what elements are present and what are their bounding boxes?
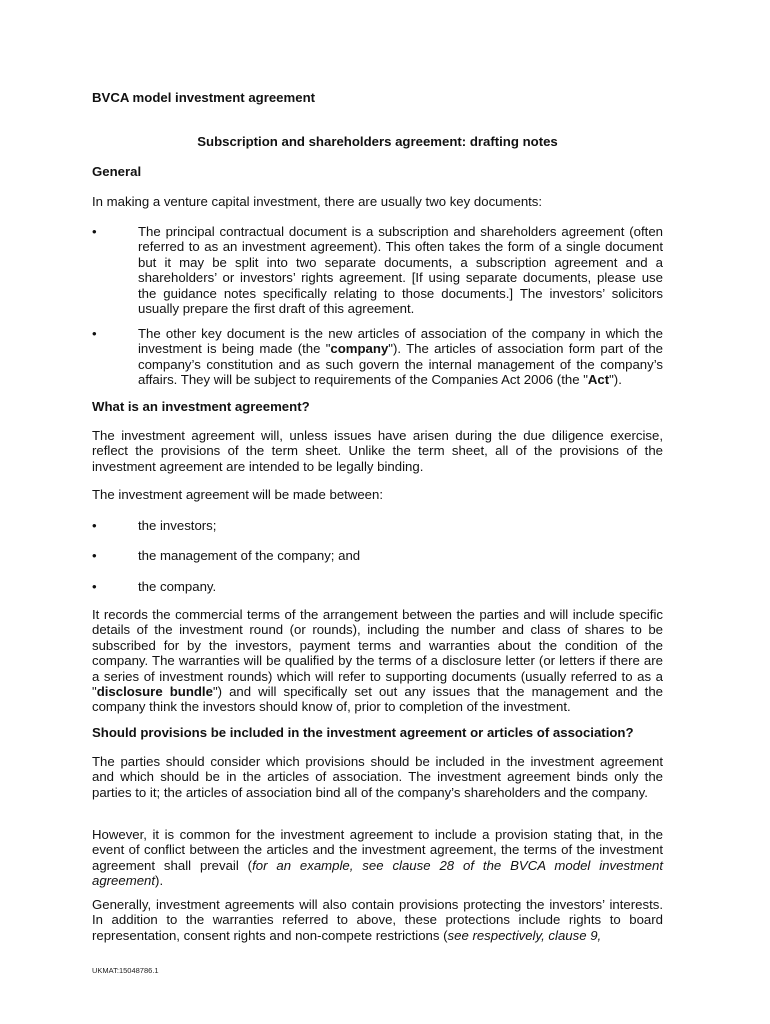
- document-reference-footer: UKMAT:15048786.1: [92, 966, 159, 975]
- defined-term-disclosure-bundle: disclosure bundle: [96, 684, 213, 700]
- section-heading-general: General: [92, 164, 142, 179]
- bullet-icon: •: [92, 548, 97, 563]
- general-bullet-1-text: The principal contractual document is a subscription and shareholders agreement (often referred to as an investment agreement). This often takes the form of a single document but it may be split into two separate documents, a subscription agreement and a shareholders’ or investors’ rights agreement. [If using separate documents, please use the guidance notes specifically relating to those documents.] The investors’ solicitors usually prepare the first draft of this agreement.: [138, 224, 663, 317]
- what-is-para-1: The investment agreement will, unless issues have arisen during the due diligence exercise, reflect the provisions of the term sheet. Unlike the term sheet, all of the provisions of the investment agreement are intended to be legally binding.: [92, 428, 663, 474]
- bullet-icon: •: [92, 326, 97, 341]
- party-investors: the investors;: [138, 518, 217, 533]
- should-provisions-para-1: The parties should consider which provisions should be included in the investment agreement and which should be in the articles of association. The investment agreement binds only the parties to it; the articles of association bind all of the company’s shareholders and the company.: [92, 754, 663, 800]
- defined-term-company: company: [330, 341, 389, 357]
- document-subtitle: Subscription and shareholders agreement: drafting notes: [197, 134, 558, 149]
- general-bullet-2-text: The other key document is the new articles of association of the company in which the investment is being made (the "company"). The articles of association form part of the company’s constitution and as such govern the internal management of the company’s affairs. They will be subject to requirements of the Companies Act 2006 (the "Act").: [138, 326, 663, 388]
- should-provisions-para-2: However, it is common for the investment agreement to include a provision stating that, in the event of conflict between the articles and the investment agreement, the terms of the investment agreement shall prevail (for an example, see clause 28 of the BVCA model investment agreement).: [92, 827, 663, 889]
- should-provisions-para-3: Generally, investment agreements will also contain provisions protecting the investors’ interests. In addition to the warranties referred to above, these protections include rights to board representation, consent rights and non-compete restrictions (see respectively, clause 9,: [92, 897, 663, 943]
- defined-term-act: Act: [587, 372, 610, 388]
- what-is-para-3: It records the commercial terms of the arrangement between the parties and will include specific details of the investment round (or rounds), including the number and class of shares to be subscribed for by the investors, payment terms and warranties about the condition of the company. The warranties will be qualified by the terms of a disclosure letter (or letters if there are a series of investment rounds) which will refer to supporting documents (usually referred to as a "disclosure bundle") and will specifically set out any issues that the management and the company think the investors should know of, prior to completion of the investment.: [92, 607, 663, 715]
- document-title: BVCA model investment agreement: [92, 90, 316, 105]
- general-intro: In making a venture capital investment, there are usually two key documents:: [92, 194, 543, 209]
- what-is-para-2: The investment agreement will be made between:: [92, 487, 384, 502]
- bullet-icon: •: [92, 518, 97, 533]
- section-heading-what-is: What is an investment agreement?: [92, 399, 310, 414]
- section-heading-should-provisions: Should provisions be included in the investment agreement or articles of association?: [92, 725, 634, 740]
- party-management: the management of the company; and: [138, 548, 361, 563]
- party-company: the company.: [138, 579, 217, 594]
- bullet-icon: •: [92, 579, 97, 594]
- bullet-icon: •: [92, 224, 97, 239]
